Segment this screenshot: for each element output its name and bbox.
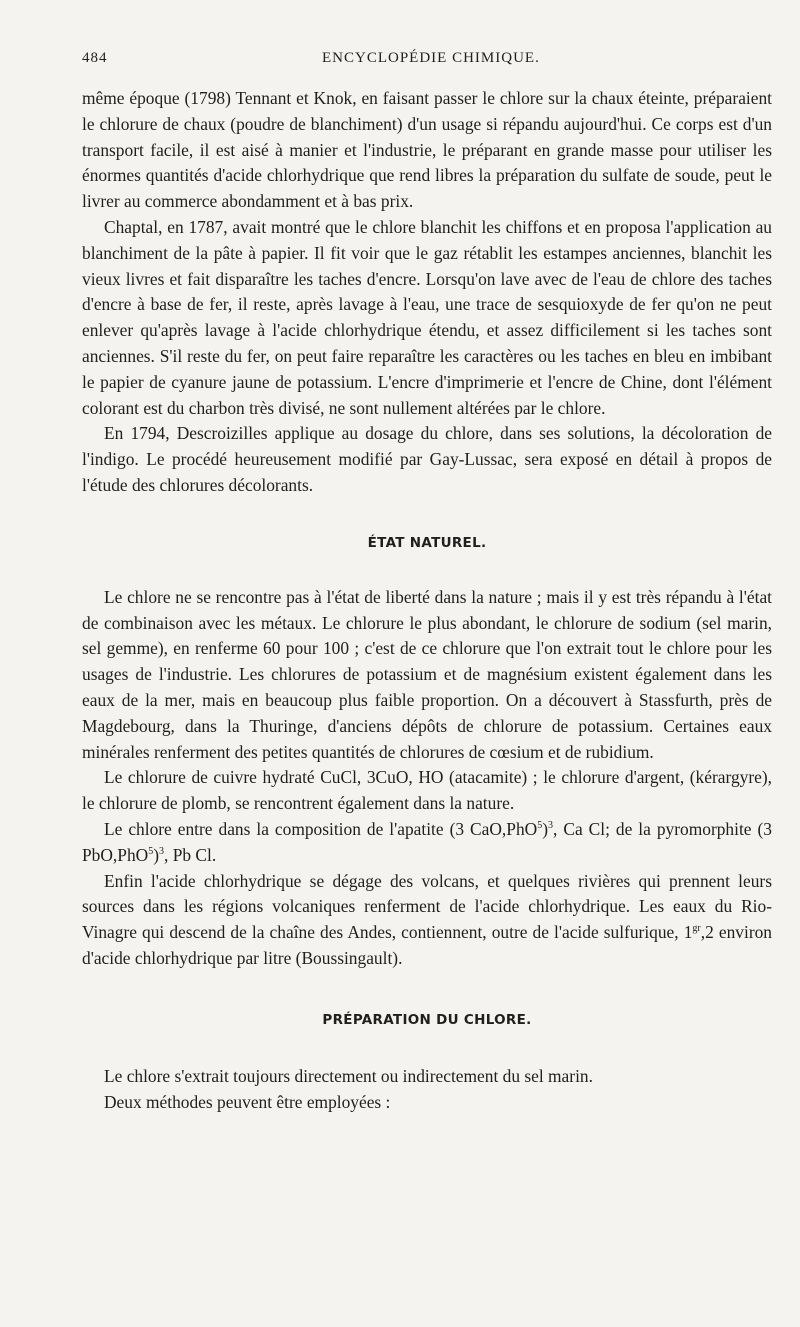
superscript: gr [692,923,701,935]
paragraph-etat-2: Le chlorure de cuivre hydraté CuCl, 3CuO, HO (atacamite) ; le chlorure d'argent, (kérargyre), le chlorure de plomb, se rencontrent également dans la nature. [82,767,772,814]
text-run: ) [153,844,159,865]
paragraph-prep-1: Le chlore s'extrait toujours directement ou indirectement du sel marin. [104,1065,593,1086]
paragraph-etat-1: Le chlore ne se rencontre pas à l'état de liberté dans la nature ; mais il y est très répandu à l'état de combinaison avec les métaux. Le chlorure le plus abondant, le chlorure de sodium (sel marin, sel gemme), en renferme 60 pour 100 ; c'est de ce chlorure que l'on extrait tout le chlore pour les usages de l'industrie. Les chlorures de potassium et de magnésium existent également dans les eaux de la mer, mais en beaucoup plus faible proportion. On a découvert à Stassfurth, près de Magdebourg, dans la Thuringe, d'anciens dépôts de chlorure de potassium. Certaines eaux minérales renferment des petites quantités de chlorures de cœsium et de rubidium. [82,586,772,762]
text-run: ) [542,818,549,839]
paragraph-etat-4 [82,869,772,972]
section-heading-etat-naturel: ÉTAT NATUREL. [367,534,487,551]
text-run: ,2 environ d'acide chlorhydrique par litre (Boussingault). [82,922,772,968]
paragraph-descroizilles: En 1794, Descroizilles applique au dosage du chlore, dans ses solutions, la décoloration de l'indigo. Le procédé heureusement modifié par Gay-Lussac, sera exposé en détail à propos de l'étude des chlorures décolorants. [82,423,772,495]
text-run: , Pb Cl. [164,844,217,865]
page-number: 484 [82,50,108,66]
body-text [82,86,772,1115]
superscript: 3 [548,820,554,832]
paragraph-etat-3 [82,817,772,869]
running-header [82,50,772,86]
text-run: Le chlore entre dans la composition de l'apatite (3 CaO,PhO [104,818,538,839]
paragraph-prep-2: Deux méthodes peuvent être employées : [104,1091,391,1112]
text-run: Enfin l'acide chlorhydrique se dégage des volcans, et quelques rivières qui prennent leurs sources dans les régions volcaniques renferment de l'acide chlorhydrique. Les eaux du Rio-Vinagre qui descend de la chaîne des Andes, contiennent, outre de l'acide sulfurique, 1 [82,870,772,943]
superscript: 5 [537,820,543,832]
paragraph-chaptal: Chaptal, en 1787, avait montré que le chlore blanchit les chiffons et en proposa l'application au blanchiment de la pâte à papier. Il fit voir que le gaz rétablit les estampes anciennes, blanchit les vieux livres et fait disparaître les taches d'encre. Lorsqu'on lave avec de l'eau de chlore des taches d'encre à base de fer, il reste, après lavage à l'eau, une trace de sesquioxyde de fer qu'on ne peut enlever qu'après lavage à l'acide chlorhydrique étendu, et assez difficilement si les taches sont anciennes. S'il reste du fer, on peut faire reparaître les caractères ou les taches en bleu en imbibant le papier de cyanure jaune de potassium. L'encre d'imprimerie et l'encre de Chine, dont l'élément colorant est du charbon très divisé, ne sont nullement altérées par le chlore. [82,216,772,418]
running-title: ENCYCLOPÉDIE CHIMIQUE. [322,50,540,66]
section-heading-preparation: PRÉPARATION DU CHLORE. [322,1011,532,1028]
superscript: 5 [148,845,154,857]
text-run: , Ca Cl; de la pyromorphite (3 PbO,PhO [82,818,772,865]
paragraph-continuation: même époque (1798) Tennant et Knok, en faisant passer le chlore sur la chaux éteinte, préparaient le chlorure de chaux (poudre de blanchiment) d'un usage si répandu aujourd'hui. Ce corps est d'un transport facile, il est aisé à manier et l'industrie, le préparant en grande masse pour utiliser les énormes quantités d'acide chlorhydrique que rend libres la préparation du sulfate de soude, peut le livrer au commerce abondamment et à bas prix. [82,88,772,212]
superscript: 3 [159,845,164,857]
